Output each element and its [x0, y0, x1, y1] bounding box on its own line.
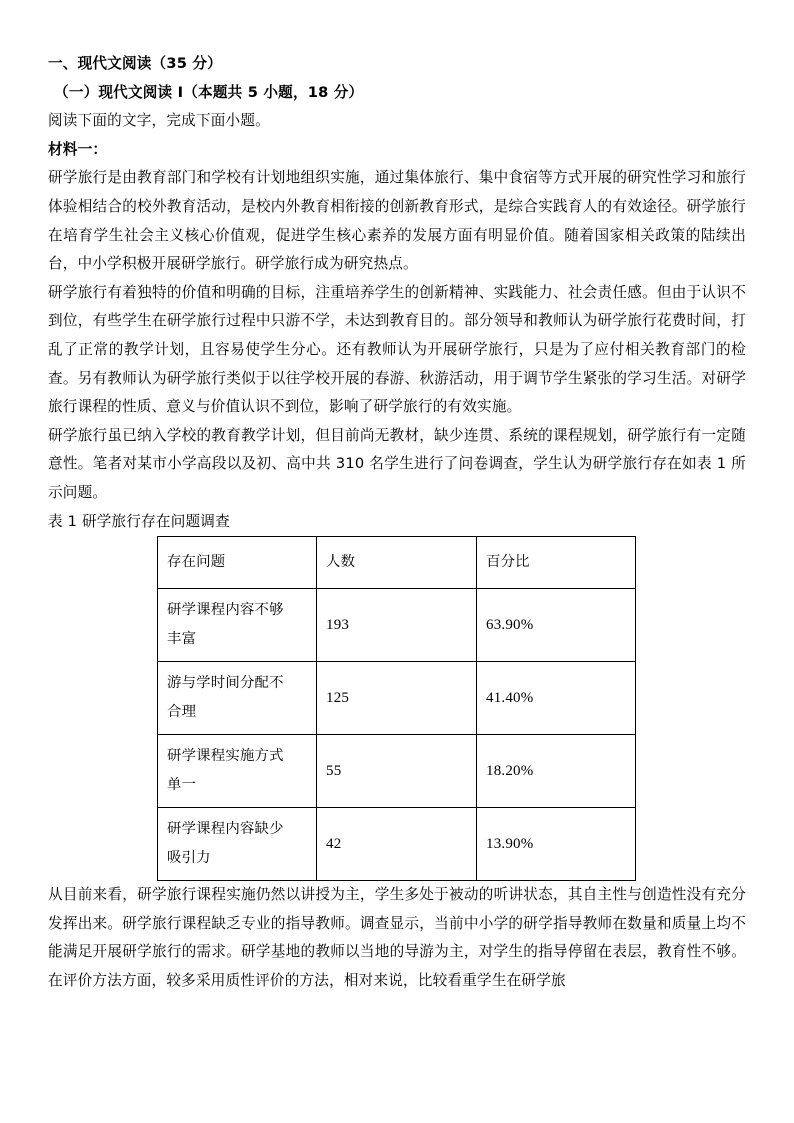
material-label: 材料一： [48, 140, 108, 158]
issue-cell [158, 808, 317, 881]
issue-cell [158, 589, 317, 662]
table-header-row [158, 537, 636, 589]
table-row [158, 735, 636, 808]
paragraph-1: 研学旅行是由教育部门和学校有计划地组织实施，通过集体旅行、集中食宿等方式开展的研究性学习和旅行体验相结合的校外教育活动，是校内外教育相衔接的创新教育形式，是综合实践育人的有效途径。研学旅行在培育学生社会主义核心价值观，促进学生核心素养的发展方面有明显价值。随着国家相关政策的陆续出台，中小学积极开展研学旅行。研学旅行成为研究热点。 [48, 169, 746, 273]
closing-paragraph: 从目前来看，研学旅行课程实施仍然以讲授为主，学生多处于被动的听讲状态，其自主性与创造性没有充分发挥出来。研学旅行课程缺乏专业的指导教师。调查显示，当前中小学的研学指导教师在数量和质量上均不能满足开展研学旅行的需求。研学基地的教师以当地的导游为主，对学生的指导停留在表层，教育性不够。在评价方法方面，较多采用质性评价的方法，相对来说，比较看重学生在研学旅 [48, 886, 746, 989]
paragraph-3: 研学旅行虽已纳入学校的教育教学计划，但目前尚无教材，缺少连贯、系统的课程规划，研学旅行有一定随意性。笔者对某市小学高段以及初、高中共 310 名学生进行了问卷调查，学生认为研学旅行存在如表 1 所示问题。 [48, 426, 746, 501]
survey-table-container [157, 536, 635, 881]
percent-cell: 41.40% [477, 662, 636, 735]
paragraph-2: 研学旅行有着独特的价值和明确的目标，注重培养学生的创新精神、实践能力、社会责任感。但由于认识不到位，有些学生在研学旅行过程中只游不学，未达到教育目的。部分领导和教师认为研学旅行花费时间，打乱了正常的教学计划，且容易使学生分心。还有教师认为开展研学旅行，只是为了应付相关教育部门的检查。另有教师认为研学旅行类似于以往学校开展的春游、秋游活动，用于调节学生紧张的学习生活。对研学旅行课程的性质、意义与价值认识不到位，影响了研学旅行的有效实施。 [48, 283, 746, 416]
issue-line: 单一 [167, 777, 197, 794]
section-title: 一、现代文阅读（35 分） [48, 55, 222, 72]
issue-line: 游与学时间分配不 [167, 675, 284, 692]
issue-cell [158, 662, 317, 735]
issue-cell [158, 735, 317, 808]
header-percent: 百分比 [477, 537, 636, 589]
instruction-text: 阅读下面的文字，完成下面小题。 [48, 112, 270, 130]
sub-section-title: （一）现代文阅读 Ⅰ（本题共 5 小题，18 分） [54, 83, 364, 101]
count-cell: 193 [317, 589, 477, 662]
header-issue: 存在问题 [158, 537, 317, 589]
table-row [158, 589, 636, 662]
issue-line: 研学课程内容不够 [167, 602, 284, 619]
count-cell: 42 [317, 808, 477, 881]
percent-cell: 13.90% [477, 808, 636, 881]
header-count: 人数 [317, 537, 477, 589]
issue-line: 研学课程内容缺少 [167, 821, 284, 838]
table-row [158, 808, 636, 881]
issue-line: 合理 [167, 704, 197, 721]
percent-cell: 63.90% [477, 589, 636, 662]
issue-line: 吸引力 [167, 850, 211, 867]
count-cell: 55 [317, 735, 477, 808]
count-cell: 125 [317, 662, 477, 735]
percent-cell: 18.20% [477, 735, 636, 808]
table-row [158, 662, 636, 735]
issue-line: 研学课程实施方式 [167, 748, 284, 765]
document-page [48, 50, 746, 995]
issue-line: 丰富 [167, 631, 197, 648]
table-caption: 表 1 研学旅行存在问题调查 [48, 512, 230, 530]
survey-table [157, 536, 636, 881]
